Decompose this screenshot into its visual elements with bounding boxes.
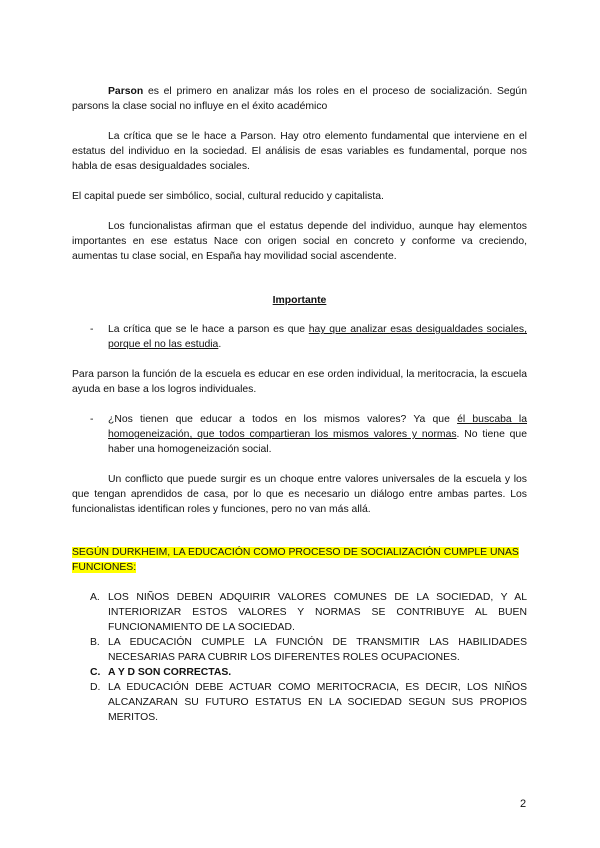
paragraph-funcionalistas: Los funcionalistas afirman que el estatus depende del individuo, aunque hay elementos importantes en ese estatus Nace con origen social en concreto y conforme va creciendo, aumentas tu clase social, en España hay movilidad social ascendente. bbox=[72, 221, 527, 262]
section-heading-importante: Importante bbox=[272, 295, 327, 306]
list-item bbox=[72, 412, 527, 457]
document-page bbox=[72, 84, 527, 725]
bullet-end: . No tiene que haber una homogeneización social. bbox=[108, 429, 527, 455]
option-letter: A. bbox=[90, 592, 100, 603]
question-text: SEGÚN DURKHEIM, LA EDUCACIÓN COMO PROCESO DE SOCIALIZACIÓN CUMPLE UNAS FUNCIONES: bbox=[72, 547, 519, 573]
bullet-text: La crítica que se le hace a parson es que bbox=[108, 324, 309, 335]
list-item bbox=[72, 322, 527, 352]
paragraph-critica: La crítica que se le hace a Parson. Hay otro elemento fundamental que interviene en el estatus del individuo en la sociedad. El análisis de esas variables es fundamental, porque nos habla de esas desigualdades sociales. bbox=[72, 131, 527, 172]
parson-text: es el primero en analizar más los roles en el proceso de socialización. Según parsons la clase social no influye en el éxito académico bbox=[72, 86, 527, 112]
option-text: LA EDUCACIÓN CUMPLE LA FUNCIÓN DE TRANSMITIR LAS HABILIDADES NECESARIAS PARA CUBRIR LOS DIFERENTES ROLES OCUPACIONES. bbox=[108, 637, 527, 663]
page-number: 2 bbox=[520, 798, 527, 810]
underlined-text: él buscaba la homogeneización, que todos compartieran los mismos valores y normas bbox=[108, 414, 527, 440]
paragraph-escuela: Para parson la función de la escuela es educar en ese orden individual, la meritocracia, la escuela ayuda en base a los logros individuales. bbox=[72, 369, 527, 395]
dash-bullet-icon: - bbox=[90, 324, 94, 335]
bullet-end: . bbox=[218, 339, 222, 350]
answer-options bbox=[72, 590, 527, 725]
option-c bbox=[72, 665, 527, 680]
parson-bold-word: Parson bbox=[108, 86, 144, 97]
bullet-text: ¿Nos tienen que educar a todos en los mismos valores? Ya que bbox=[108, 414, 458, 425]
paragraph-capital: El capital puede ser simbólico, social, cultural reducido y capitalista. bbox=[72, 191, 384, 202]
option-letter: C. bbox=[90, 667, 101, 678]
question-block bbox=[72, 545, 527, 575]
underlined-text: hay que analizar esas desigualdades sociales, porque el no las estudia bbox=[108, 324, 527, 350]
option-letter: D. bbox=[90, 682, 101, 693]
dash-bullet-icon: - bbox=[90, 414, 94, 425]
option-d bbox=[72, 680, 527, 725]
option-text: LOS NIÑOS DEBEN ADQUIRIR VALORES COMUNES DE LA SOCIEDAD, Y AL INTERIORIZAR ESTOS VALORES Y NORMAS SE CONTRIBUYE AL BUEN FUNCIONAMIENTO DE LA SOCIEDAD. bbox=[108, 592, 527, 633]
option-letter: B. bbox=[90, 637, 100, 648]
paragraph-parson bbox=[72, 84, 527, 114]
paragraph-conflicto: Un conflicto que puede surgir es un choque entre valores universales de la escuela y los que tengan aprendidos de casa, por lo que es necesario un diálogo entre ambas partes. Los funcionalistas identifican roles y funciones, pero no van más allá. bbox=[72, 474, 527, 515]
option-text: LA EDUCACIÓN DEBE ACTUAR COMO MERITOCRACIA, ES DECIR, LOS NIÑOS ALCANZARAN SU FUTURO ESTATUS EN LA SOCIEDAD SEGUN SUS PROPIOS MERITOS. bbox=[108, 682, 527, 723]
option-a bbox=[72, 590, 527, 635]
option-text: A Y D SON CORRECTAS. bbox=[108, 667, 232, 678]
option-b bbox=[72, 635, 527, 665]
